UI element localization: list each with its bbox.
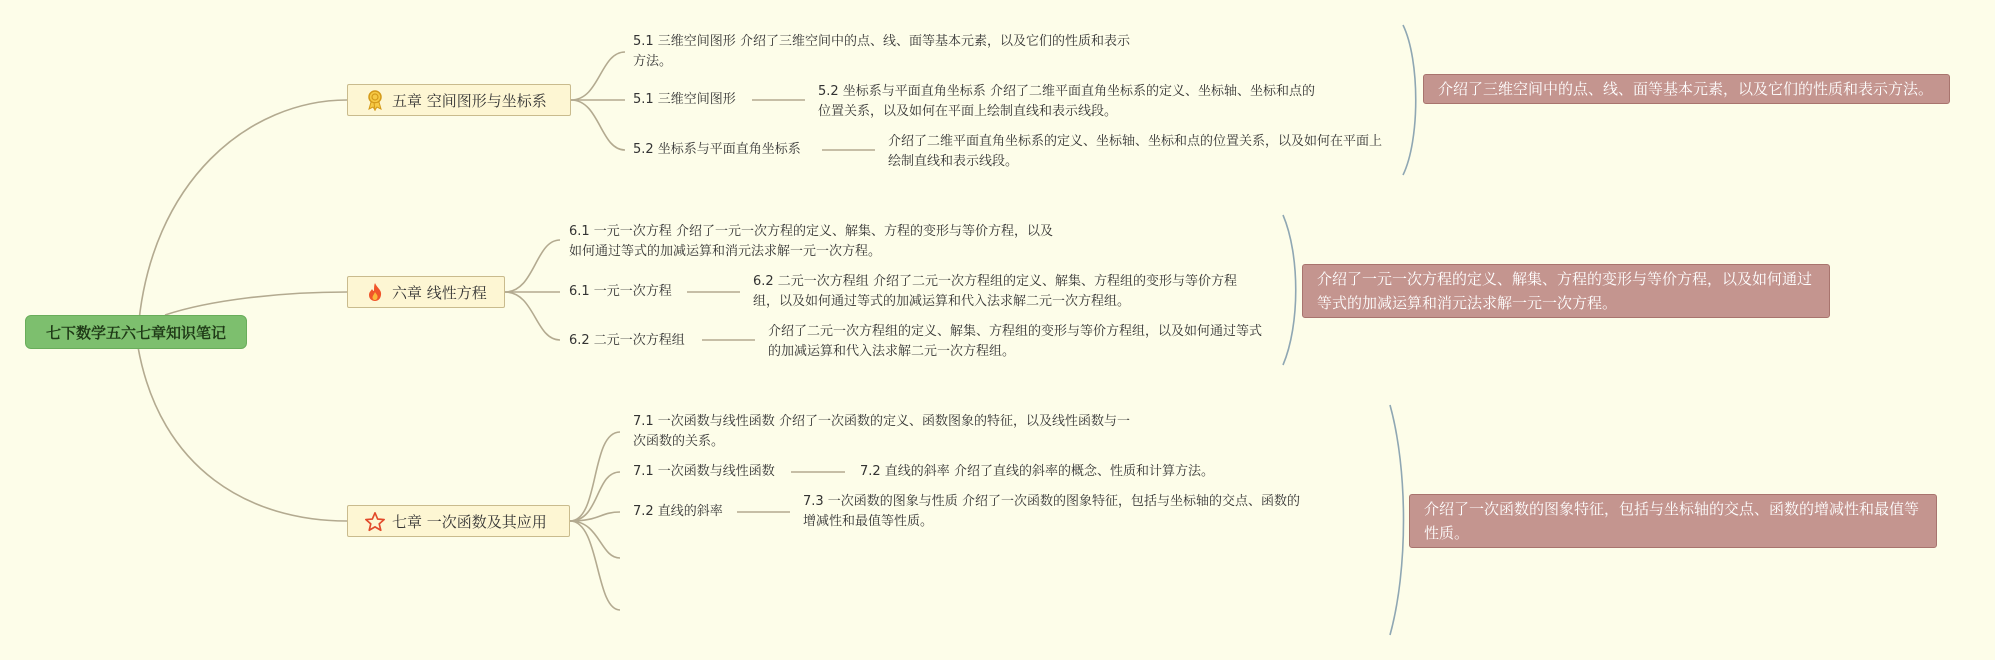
topic-item: 7.1 一次函数与线性函数 介绍了一次函数的定义、函数图象的特征，以及线性函数与一次函数的关系。 [633, 414, 1130, 449]
summary-box-ch5[interactable] [1423, 74, 1950, 104]
topic-detail: 5.2 坐标系与平面直角坐标系 介绍了二维平面直角坐标系的定义、坐标轴、坐标和点的位置关系，以及如何在平面上绘制直线和表示线段。 [818, 84, 1315, 119]
summary-text: 介绍了一次函数的图象特征，包括与坐标轴的交点、函数的增减性和最值等性质。 [1424, 500, 1920, 542]
summary-text: 介绍了一元一次方程的定义、解集、方程的变形与等价方程，以及如何通过等式的加减运算和消元法求解一元一次方程。 [1317, 270, 1813, 312]
topic-detail: 7.2 直线的斜率 介绍了直线的斜率的概念、性质和计算方法。 [860, 464, 1214, 479]
topic-detail: 7.3 一次函数的图象与性质 介绍了一次函数的图象特征，包括与坐标轴的交点、函数的增减性和最值等性质。 [803, 494, 1300, 529]
ribbon-award-icon [364, 89, 386, 111]
root-title: 七下数学五六七章知识笔记 [45, 323, 226, 342]
connector-root-ch6 [165, 292, 347, 315]
fire-icon [364, 281, 386, 303]
summary-brace-ch5 [1403, 25, 1416, 175]
root-node[interactable] [25, 315, 247, 349]
summary-box-ch7[interactable] [1409, 494, 1937, 548]
chapter-label: 七章 一次函数及其应用 [392, 512, 547, 531]
chapter-label: 五章 空间图形与坐标系 [392, 91, 547, 110]
topic-item: 6.1 一元一次方程 [569, 284, 672, 299]
topic-item: 7.2 直线的斜率 [633, 504, 723, 519]
connector-root-ch7 [138, 347, 347, 521]
chapter-label: 六章 线性方程 [392, 283, 487, 302]
summary-text: 介绍了三维空间中的点、线、面等基本元素，以及它们的性质和表示方法。 [1438, 80, 1934, 98]
summary-brace-ch7 [1390, 405, 1404, 635]
topic-item: 5.1 三维空间图形 介绍了三维空间中的点、线、面等基本元素，以及它们的性质和表示方法。 [633, 34, 1130, 69]
topic-item: 6.1 一元一次方程 介绍了一元一次方程的定义、解集、方程的变形与等价方程，以及如何通过等式的加减运算和消元法求解一元一次方程。 [569, 224, 1053, 259]
chapter-7-node[interactable] [347, 505, 570, 537]
topic-detail: 介绍了二维平面直角坐标系的定义、坐标轴、坐标和点的位置关系，以及如何在平面上绘制直线和表示线段。 [888, 134, 1383, 169]
topic-item: 5.2 坐标系与平面直角坐标系 [633, 142, 801, 157]
summary-box-ch6[interactable] [1302, 264, 1830, 318]
connector-root-ch5 [138, 100, 347, 331]
star-icon [364, 510, 386, 532]
chapter-5-node[interactable] [347, 84, 571, 116]
topic-detail: 介绍了二元一次方程组的定义、解集、方程组的变形与等价方程组，以及如何通过等式的加减运算和代入法求解二元一次方程组。 [768, 324, 1263, 359]
topic-item: 7.1 一次函数与线性函数 [633, 464, 775, 479]
summary-brace-ch6 [1283, 215, 1296, 365]
topic-item: 6.2 二元一次方程组 [569, 333, 685, 348]
topic-item: 5.1 三维空间图形 [633, 92, 736, 107]
topic-detail: 6.2 二元一次方程组 介绍了二元一次方程组的定义、解集、方程组的变形与等价方程组，以及如何通过等式的加减运算和代入法求解二元一次方程组。 [753, 274, 1237, 309]
chapter-6-node[interactable] [347, 276, 505, 308]
